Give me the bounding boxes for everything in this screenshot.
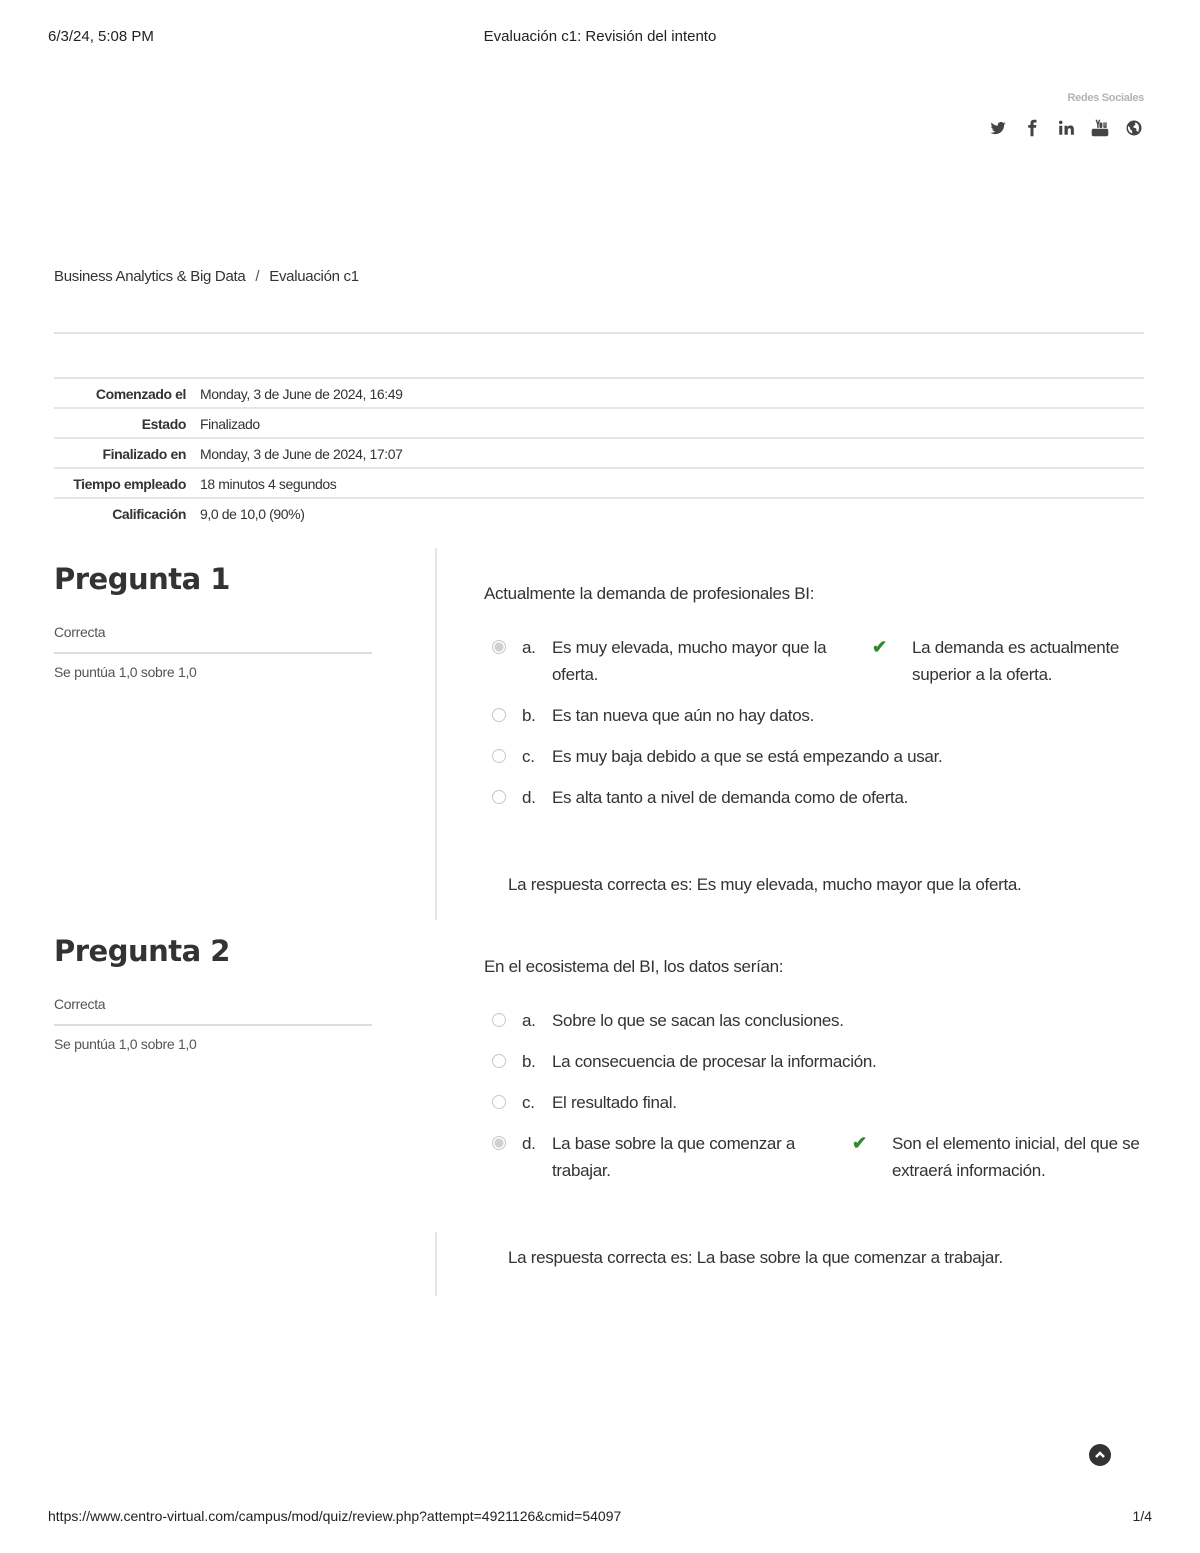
answer-option[interactable] [484, 1048, 1144, 1075]
radio-button[interactable] [492, 790, 506, 804]
question-divider [435, 548, 437, 920]
chevron-up-icon [1094, 1449, 1106, 1461]
social-label: Redes Sociales [1067, 92, 1144, 104]
option-text: La base sobre la que comenzar a trabajar. [552, 1134, 796, 1180]
summary-row [54, 439, 1144, 469]
right-answer: La respuesta correcta es: Es muy elevada, mucho mayor que la oferta. [508, 875, 1022, 894]
summary-key: Comenzado el [95, 386, 186, 402]
question-content [484, 957, 1144, 1198]
summary-row [54, 379, 1144, 409]
checkmark-icon: ✔ [852, 1133, 867, 1153]
question-content [484, 584, 1144, 825]
radio-button[interactable] [492, 640, 506, 654]
facebook-icon[interactable] [1022, 118, 1042, 138]
question-state: Correcta [54, 624, 372, 654]
answer-option[interactable] [484, 1130, 1144, 1184]
question-title: Pregunta 1 [54, 562, 230, 596]
option-letter: c. [522, 1093, 535, 1112]
option-letter: a. [522, 1011, 536, 1030]
breadcrumb [54, 268, 359, 285]
checkmark-icon: ✔ [872, 637, 887, 657]
print-title: Evaluación c1: Revisión del intento [483, 28, 717, 45]
option-letter: b. [522, 706, 536, 725]
breadcrumb-quiz[interactable]: Evaluación c1 [269, 268, 359, 285]
answer-option[interactable] [484, 1007, 1144, 1034]
globe-icon[interactable] [1124, 118, 1144, 138]
page-url: https://www.centro-virtual.com/campus/mod/quiz/review.php?attempt=4921126&cmid=54097 [48, 1508, 622, 1524]
radio-button[interactable] [492, 1013, 506, 1027]
linkedin-icon[interactable] [1056, 118, 1076, 138]
option-feedback: Son el elemento inicial, del que se extraerá información. [892, 1134, 1140, 1180]
summary-key: Tiempo empleado [73, 476, 186, 492]
summary-key: Calificación [112, 506, 186, 522]
answer-option[interactable] [484, 634, 1144, 688]
option-letter: d. [522, 1134, 536, 1153]
question-title: Pregunta 2 [54, 934, 230, 968]
option-letter: a. [522, 638, 536, 657]
radio-button[interactable] [492, 708, 506, 722]
radio-button[interactable] [492, 1054, 506, 1068]
answer-option[interactable] [484, 784, 1144, 811]
radio-button[interactable] [492, 1095, 506, 1109]
question-text: En el ecosistema del BI, los datos serían: [484, 957, 784, 976]
question-state: Correcta [54, 996, 372, 1026]
print-header [48, 28, 1152, 48]
option-text: Sobre lo que se sacan las conclusiones. [552, 1011, 844, 1030]
question-grade: Se puntúa 1,0 sobre 1,0 [54, 1036, 197, 1052]
social-links [988, 92, 1144, 138]
summary-value: 9,0 de 10,0 (90%) [200, 506, 305, 522]
print-footer [48, 1508, 1152, 1528]
right-answer: La respuesta correcta es: La base sobre la que comenzar a trabajar. [508, 1248, 1003, 1267]
option-feedback: La demanda es actualmente superior a la oferta. [912, 638, 1120, 684]
option-text: Es muy baja debido a que se está empezando a usar. [552, 747, 943, 766]
option-text: El resultado final. [552, 1093, 677, 1112]
summary-row [54, 469, 1144, 499]
question-info [54, 934, 372, 1052]
option-text: Es alta tanto a nivel de demanda como de oferta. [552, 788, 909, 807]
answer-option[interactable] [484, 702, 1144, 729]
summary-value: Monday, 3 de June de 2024, 17:07 [200, 446, 403, 462]
option-letter: d. [522, 788, 536, 807]
page-number: 1/4 [1132, 1508, 1152, 1524]
radio-button[interactable] [492, 1136, 506, 1150]
attempt-summary-table [54, 377, 1144, 527]
summary-value: 18 minutos 4 segundos [200, 476, 337, 492]
youtube-icon[interactable] [1090, 118, 1110, 138]
option-letter: c. [522, 747, 535, 766]
summary-value: Monday, 3 de June de 2024, 16:49 [200, 386, 403, 402]
option-text: Es tan nueva que aún no hay datos. [552, 706, 815, 725]
summary-row [54, 499, 1144, 527]
radio-button[interactable] [492, 749, 506, 763]
print-date: 6/3/24, 5:08 PM [48, 28, 154, 45]
breadcrumb-course[interactable]: Business Analytics & Big Data [54, 268, 246, 285]
divider [54, 332, 1144, 334]
scroll-to-top-button[interactable] [1089, 1444, 1111, 1466]
breadcrumb-separator: / [255, 268, 260, 285]
summary-row [54, 409, 1144, 439]
summary-key: Estado [141, 416, 186, 432]
option-letter: b. [522, 1052, 536, 1071]
twitter-icon[interactable] [988, 118, 1008, 138]
summary-key: Finalizado en [102, 446, 186, 462]
answer-option[interactable] [484, 1089, 1144, 1116]
question-text: Actualmente la demanda de profesionales BI: [484, 584, 815, 603]
option-text: La consecuencia de procesar la información. [552, 1052, 877, 1071]
summary-value: Finalizado [200, 416, 260, 432]
question-grade: Se puntúa 1,0 sobre 1,0 [54, 664, 197, 680]
question-info [54, 562, 372, 680]
option-text: Es muy elevada, mucho mayor que la oferta. [552, 638, 827, 684]
answer-option[interactable] [484, 743, 1144, 770]
question-divider [435, 1232, 437, 1296]
